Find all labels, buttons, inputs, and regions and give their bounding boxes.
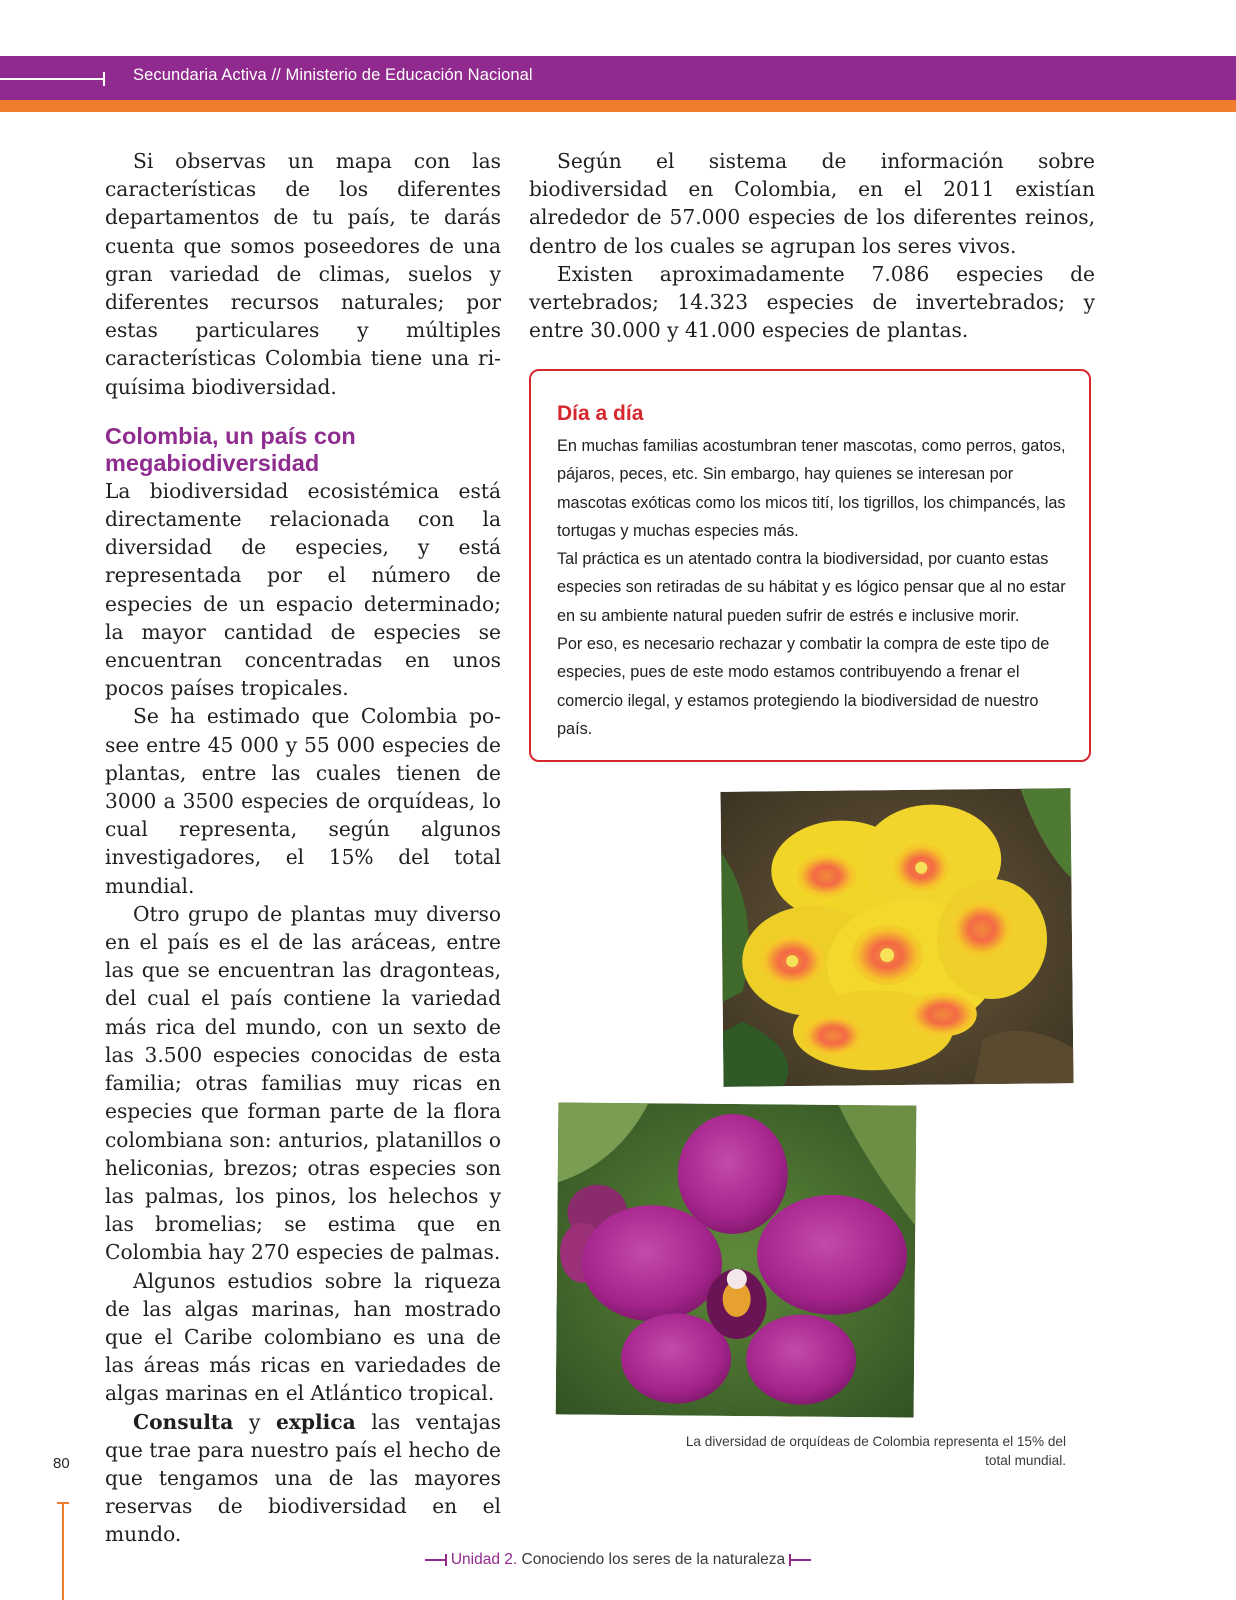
footer-title: Conociendo los seres de la naturaleza [517, 1551, 786, 1568]
dia-a-dia-title: Día a día [557, 402, 644, 425]
header-title: Secundaria Activa // Ministerio de Educación Nacional [133, 66, 533, 84]
right-column [529, 147, 1095, 344]
header-rule [0, 78, 104, 80]
activity-text: las ventajas que trae para nuestro país el hecho de que tengamos una de las mayores reservas de biodiversidad en el mundo. [105, 1409, 501, 1547]
photo-caption [620, 1432, 1066, 1470]
dia-a-dia-text [557, 432, 1067, 743]
footer-left-dash [425, 1559, 447, 1561]
box-paragraph-harm: Tal práctica es un atentado contra la biodiversidad, por cuanto estas especies son retiradas de su hábitat y es lógico pensar que al no estar en su ambiente natural pueden sufrir de estrés e inclusive morir. [557, 550, 1066, 625]
section-title: Colombia, un país con megabiodiversidad [105, 422, 356, 476]
araceas-paragraph: Otro grupo de plantas muy diverso en el país es el de las aráceas, entre las que se encuentran las dragonteas, del cual el país contiene la variedad más rica del mundo, con un sexto de las 3.500 especies conocidas de esta familia; otras familias muy ricas en especies que forman parte de la flora colombiana son: anturios, platanillos o heliconias, brezos; otras especies son las palmas, los pinos, los helechos y las bromelias; se estima que en Colombia hay 270 especies de palmas. [105, 901, 501, 1265]
activity-paragraph [105, 1408, 501, 1549]
footer-right-dash [789, 1559, 811, 1561]
left-column [105, 147, 501, 1549]
algae-paragraph: Algunos estudios sobre la riqueza de las algas marinas, han mostrado que el Caribe colombiano es una de las áreas más ricas en variedades de algas marinas en el Atlántico tropical. [105, 1268, 501, 1406]
header-rule-tick [103, 72, 105, 86]
activity-connector: y [233, 1409, 276, 1434]
header-stripe [0, 100, 1236, 112]
caption-line-1: La diversidad de orquídeas de Colombia representa el 15% del [685, 1434, 1066, 1449]
footer [0, 1551, 1236, 1569]
plants-paragraph: Se ha estimado que Colombia posee entre 45 000 y 55 000 especies de plantas, entre las cuales tienen de 3000 a 3500 especies de orquídeas, lo cual representa, según algunos investigadores, el 15% del total mundial. [105, 704, 501, 898]
box-paragraph-pets: En muchas familias acostumbran tener mascotas, como perros, gatos, pájaros, peces, etc. Sin embargo, hay quienes se interesan por mascotas exóticas como los micos tití, los tigrillos, los chimpancés, las tortugas y muchas especies más. [557, 437, 1066, 540]
yellow-orchid-photo [720, 788, 1073, 1087]
page-number: 80 [53, 1455, 70, 1472]
species-breakdown-paragraph: Existen aproximadamente 7.086 especies de vertebrados; 14.323 especies de invertebrados; y entre 30.000 y 41.000 especies de plantas. [529, 261, 1095, 343]
explica-keyword: explica [276, 1409, 356, 1434]
caption-line-2: total mundial. [985, 1453, 1066, 1468]
page-margin-tick [57, 1502, 69, 1504]
biodiversity-paragraph: La biodiversidad ecosistémica está directamente relacionada con la diversidad de especies, y está representada por el número de especies de un espacio determinado; la mayor cantidad de especies se encuentran concentradas en unos pocos países tropicales. [105, 478, 501, 701]
box-paragraph-action: Por eso, es necesario rechazar y combatir la compra de este tipo de especies, pues de este modo estamos contribuyendo a frenar el comercio ilegal, y estamos protegiendo la biodiversidad de nuestro país. [557, 635, 1050, 738]
intro-paragraph: Si observas un mapa con las características de los diferentes departamentos de tu país, te darás cuenta que somos poseedores de una gran variedad de climas, suelos y diferentes recursos naturales; por estas particulares y múltiples características Colombia tiene una riquísima biodiversidad. [105, 149, 501, 399]
consulta-keyword: Consulta [133, 1409, 234, 1434]
purple-orchid-photo [556, 1102, 917, 1417]
species-count-paragraph: Según el sistema de información sobre biodiversidad en Colombia, en el 2011 existían alrededor de 57.000 especies de los diferentes reinos, dentro de los cuales se agrupan los seres vivos. [529, 149, 1095, 258]
footer-unit: Unidad 2. [450, 1551, 518, 1568]
